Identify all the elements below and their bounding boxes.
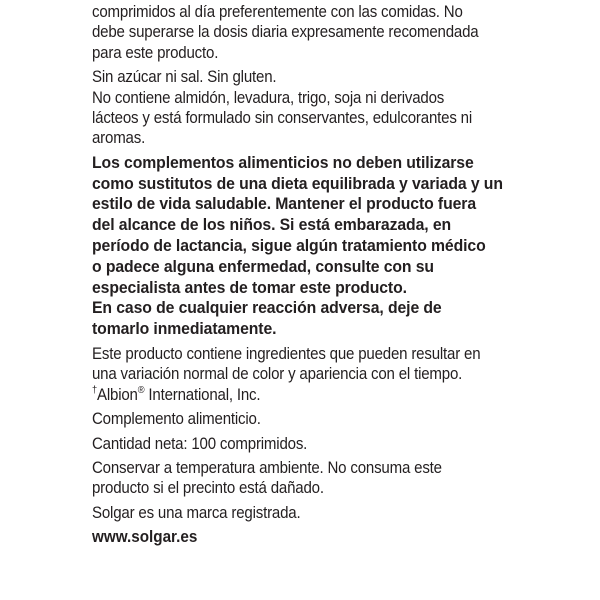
dagger-mark: † (92, 384, 97, 396)
text-line: lácteos y está formulado sin conservantes, edulcorantes ni (92, 109, 473, 128)
registered-mark: ® (137, 384, 145, 396)
website-link[interactable]: www.solgar.es (92, 528, 198, 547)
text-line: especialista antes de tomar este producto. (92, 277, 407, 297)
text-line: tomarlo inmediatamente. (92, 319, 277, 339)
brand-registration-note: Solgar es una marca registrada. (92, 503, 301, 522)
text-line: No contiene almidón, levadura, trigo, soja ni derivados (92, 88, 445, 107)
trademark-owner: International, Inc. (144, 385, 261, 404)
text-line: del alcance de los niños. Si está embarazada, en (92, 215, 452, 235)
free-from-statement (92, 88, 538, 149)
text-line: producto si el precinto está dañado. (92, 479, 324, 498)
text-line: En caso de cualquier reacción adversa, deje de (92, 298, 442, 318)
text-line: debe superarse la dosis diaria expresamente recomendada (92, 23, 479, 42)
trademark-notice (92, 385, 538, 405)
text-line: Conservar a temperatura ambiente. No consuma este (92, 459, 442, 478)
text-line: como sustitutos de una dieta equilibrada y variada y un (92, 173, 503, 193)
text-line: estilo de vida saludable. Mantener el producto fuera (92, 194, 477, 214)
safety-warning (92, 153, 539, 340)
text-line: o padece alguna enfermedad, consulte con su (92, 256, 434, 276)
text-line: una variación normal de color y apariencia con el tiempo. (92, 365, 463, 384)
sugar-free-statement: Sin azúcar ni sal. Sin gluten. (92, 68, 277, 87)
intake-instructions (92, 2, 538, 63)
trademark-name: Albion (96, 385, 138, 404)
net-quantity: Cantidad neta: 100 comprimidos. (92, 434, 308, 453)
color-variation-note (92, 344, 538, 385)
text-line: aromas. (92, 129, 146, 148)
text-line: Los complementos alimenticios no deben utilizarse (92, 152, 474, 172)
product-category: Complemento alimenticio. (92, 410, 261, 429)
storage-instructions (92, 458, 538, 499)
text-line: período de lactancia, sigue algún tratamiento médico (92, 236, 486, 256)
text-line: comprimidos al día preferentemente con las comidas. No (92, 3, 463, 21)
text-line: para este producto. (92, 43, 219, 62)
text-line: Este producto contiene ingredientes que pueden resultar en (92, 345, 481, 364)
